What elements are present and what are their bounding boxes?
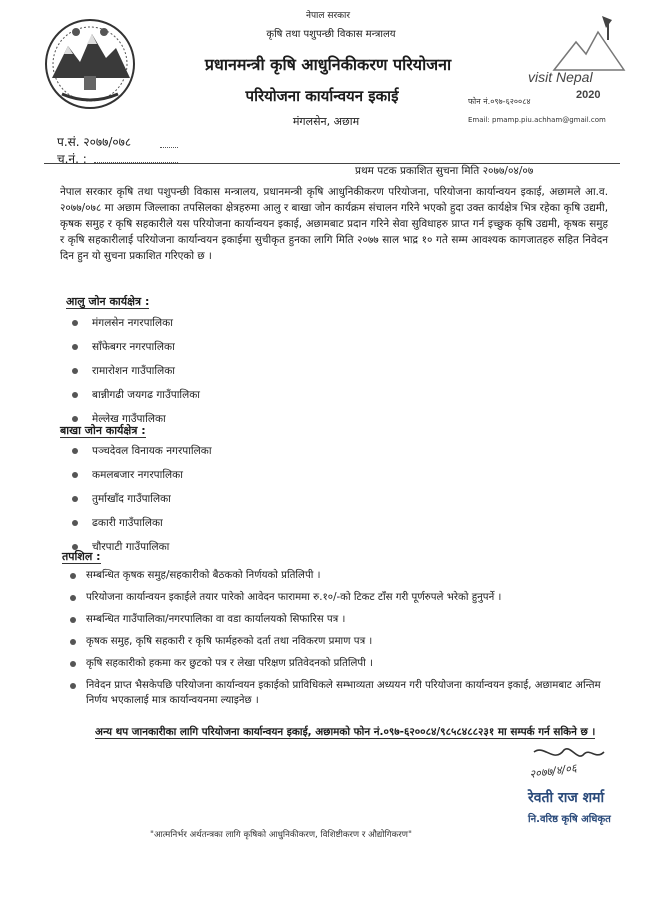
goat-zone-title-text: बाखा जोन कार्यक्षेत्र : bbox=[60, 424, 146, 437]
bullet-icon bbox=[72, 416, 78, 422]
bullet-icon bbox=[70, 661, 76, 667]
list-item bbox=[66, 634, 622, 649]
requirements-title bbox=[62, 549, 101, 564]
visit-nepal-logo bbox=[524, 8, 634, 104]
list-item-text: सम्बन्धित गाउँपालिका/नगरपालिका वा वडा कार्यालयको सिफारिस पत्र । bbox=[86, 614, 346, 625]
bullet-icon bbox=[70, 639, 76, 645]
list-item bbox=[66, 656, 622, 671]
bullet-icon bbox=[72, 344, 78, 350]
chalani-number: च.नं. : bbox=[57, 152, 87, 166]
requirements-title-text: तपशिल : bbox=[62, 550, 101, 563]
list-item bbox=[66, 439, 212, 463]
signatory-designation: नि.वरिष्ठ कृषि अधिकृत bbox=[528, 814, 611, 825]
ps-dotted-line bbox=[160, 147, 178, 148]
bullet-icon bbox=[70, 683, 76, 689]
bullet-icon bbox=[70, 617, 76, 623]
bullet-icon bbox=[72, 320, 78, 326]
list-item-text: ढकारी गाउँपालिका bbox=[92, 517, 163, 529]
office-location: मंगलसेन, अछाम bbox=[292, 115, 360, 128]
list-item-text: सम्बन्धित कृषक समुह/सहकारीको बैठकको निर्णयको प्रतिलिपी । bbox=[86, 570, 321, 581]
list-item-text: बान्नीगढी जयगढ गाउँपालिका bbox=[92, 389, 201, 401]
header-divider bbox=[44, 163, 620, 164]
list-item bbox=[66, 463, 212, 487]
list-item bbox=[66, 678, 622, 708]
requirements-list bbox=[66, 568, 622, 715]
office-phone: फोन नं.०९७-६२००८४ bbox=[468, 97, 531, 106]
goat-zone-list bbox=[66, 439, 212, 559]
bullet-icon bbox=[72, 472, 78, 478]
footer-slogan: "आत्मनिर्भर अर्थतन्त्रका लागि कृषिको आधुनिकीकरण, विशिष्टीकरण र औद्योगिकरण" bbox=[150, 830, 412, 840]
list-item-text: कृषक समुह, कृषि सहकारी र कृषि फार्महरुको दर्ता तथा नविकरण प्रमाण पत्र । bbox=[86, 636, 373, 647]
project-name: प्रधानमन्त्री कृषि आधुनिकीकरण परियोजना bbox=[204, 55, 452, 74]
list-item-text: परियोजना कार्यान्वयन इकाईले तयार पारेको आवेदन फाराममा रु.१०/-को टिकट टाँस गरी पूर्णरुपले भरेको हुनुपर्ने । bbox=[86, 592, 502, 603]
list-item-text: साँफेबगर नगरपालिका bbox=[92, 341, 175, 353]
potato-zone-title bbox=[66, 294, 149, 309]
bullet-icon bbox=[72, 520, 78, 526]
potato-zone-title-text: आलु जोन कार्यक्षेत्र : bbox=[66, 295, 150, 308]
office-email: Email: pmamp.piu.achham@gmail.com bbox=[468, 116, 606, 124]
list-item-text: कृषि सहकारीको हकमा कर छुटको पत्र र लेखा परिक्षण प्रतिवेदनको प्रतिलिपी । bbox=[86, 658, 373, 669]
visit-nepal-year: 2020 bbox=[576, 89, 601, 101]
list-item bbox=[66, 590, 622, 605]
list-item-text: मंगलसेन नगरपालिका bbox=[92, 317, 173, 329]
bullet-icon bbox=[72, 368, 78, 374]
name-stamp bbox=[528, 788, 658, 834]
list-item bbox=[66, 487, 212, 511]
govt-name: नेपाल सरकार bbox=[305, 11, 351, 21]
list-item bbox=[66, 383, 200, 407]
bullet-icon bbox=[70, 595, 76, 601]
ministry-name: कृषि तथा पशुपन्छी विकास मन्त्रालय bbox=[266, 29, 396, 40]
notice-body: नेपाल सरकार कृषि तथा पशुपन्छी विकास मन्त्रालय, प्रधानमन्त्री कृषि आधुनिकीकरण परियोजना, परियोजना कार्यान्वयन इकाई, अछामले आ.व. २०७७/०७८ मा अछाम जिल्लाका तपसिलका क्षेत्रहरुमा आलु र बाखा जोन कार्यक्रम संचालन गरिने भएको हुदा उक्त कार्यक्षेत्र भित्र रहेका कृषि उद्यमी, कृषक समुह र कृषि सहकारीले यस परियोजना कार्यान्वयन इकाई, अछामबाट प्रदान गरिने सेवा सुविधाहरु प्राप्त गर्न इच्छुक कृषि उद्यमी, कृषक समुह र कृषि सहकारीलाई परियोजना कार्यान्वयन इकाईमा सुचीकृत हुनका लागि मिति २०७७ साल भाद्र १० गते सम्म आवश्यक कागजातहरु सहित निवेदन दिन हुन यो सुचना प्रकाशित गरिएको छ । bbox=[60, 186, 608, 262]
list-item bbox=[66, 359, 200, 383]
patra-sankhya: प.सं. २०७७/०७८ bbox=[57, 135, 132, 149]
visit-nepal-text: visit Nepal bbox=[528, 69, 593, 85]
list-item bbox=[66, 335, 200, 359]
list-item-text: कमलबजार नगरपालिका bbox=[92, 469, 183, 481]
list-item-text: मेल्लेख गाउँपालिका bbox=[92, 413, 166, 425]
list-item-text: पञ्चदेवल विनायक नगरपालिका bbox=[92, 445, 212, 457]
contact-note-text: अन्य थप जानकारीका लागि परियोजना कार्यान्वयन इकाई, अछामको फोन नं.०९७-६२००८४/९८५८४८८२३१ मा सम्पर्क गर्न सकिने छ । bbox=[95, 726, 596, 738]
bullet-icon bbox=[72, 496, 78, 502]
list-item-text: रामारोशन गाउँपालिका bbox=[92, 365, 176, 377]
list-item bbox=[66, 568, 622, 583]
list-item-text: चौरपाटी गाउँपालिका bbox=[92, 541, 170, 553]
list-item-text: निवेदन प्राप्त भैसकेपछि परियोजना कार्यान्वयन इकाईको प्राविधिकले सम्भाव्यता अध्ययन गरी परियोजना कार्यान्वयन इकाई, अछामबाट अन्तिम निर्णय भएकालाई मात्र कार्यान्वयनमा ल्याइनेछ । bbox=[86, 680, 601, 706]
unit-name: परियोजना कार्यान्वयन इकाई bbox=[245, 87, 399, 105]
potato-zone-list bbox=[66, 311, 200, 431]
published-date: प्रथम पटक प्रकाशित सुचना मिति २०७७/०४/०७ bbox=[355, 165, 534, 177]
bullet-icon bbox=[70, 573, 76, 579]
signatory-name: रेवती राज शर्मा bbox=[528, 790, 605, 806]
contact-note bbox=[95, 724, 623, 740]
signature-block bbox=[520, 742, 630, 788]
bullet-icon bbox=[72, 448, 78, 454]
handwritten-signature bbox=[534, 749, 604, 756]
list-item bbox=[66, 311, 200, 335]
goat-zone-title bbox=[60, 423, 146, 438]
list-item-text: तुर्माखाँद गाउँपालिका bbox=[92, 493, 171, 505]
list-item bbox=[66, 511, 212, 535]
signature-date: २०७७/४/०६ bbox=[528, 761, 578, 781]
list-item bbox=[66, 612, 622, 627]
bullet-icon bbox=[72, 392, 78, 398]
